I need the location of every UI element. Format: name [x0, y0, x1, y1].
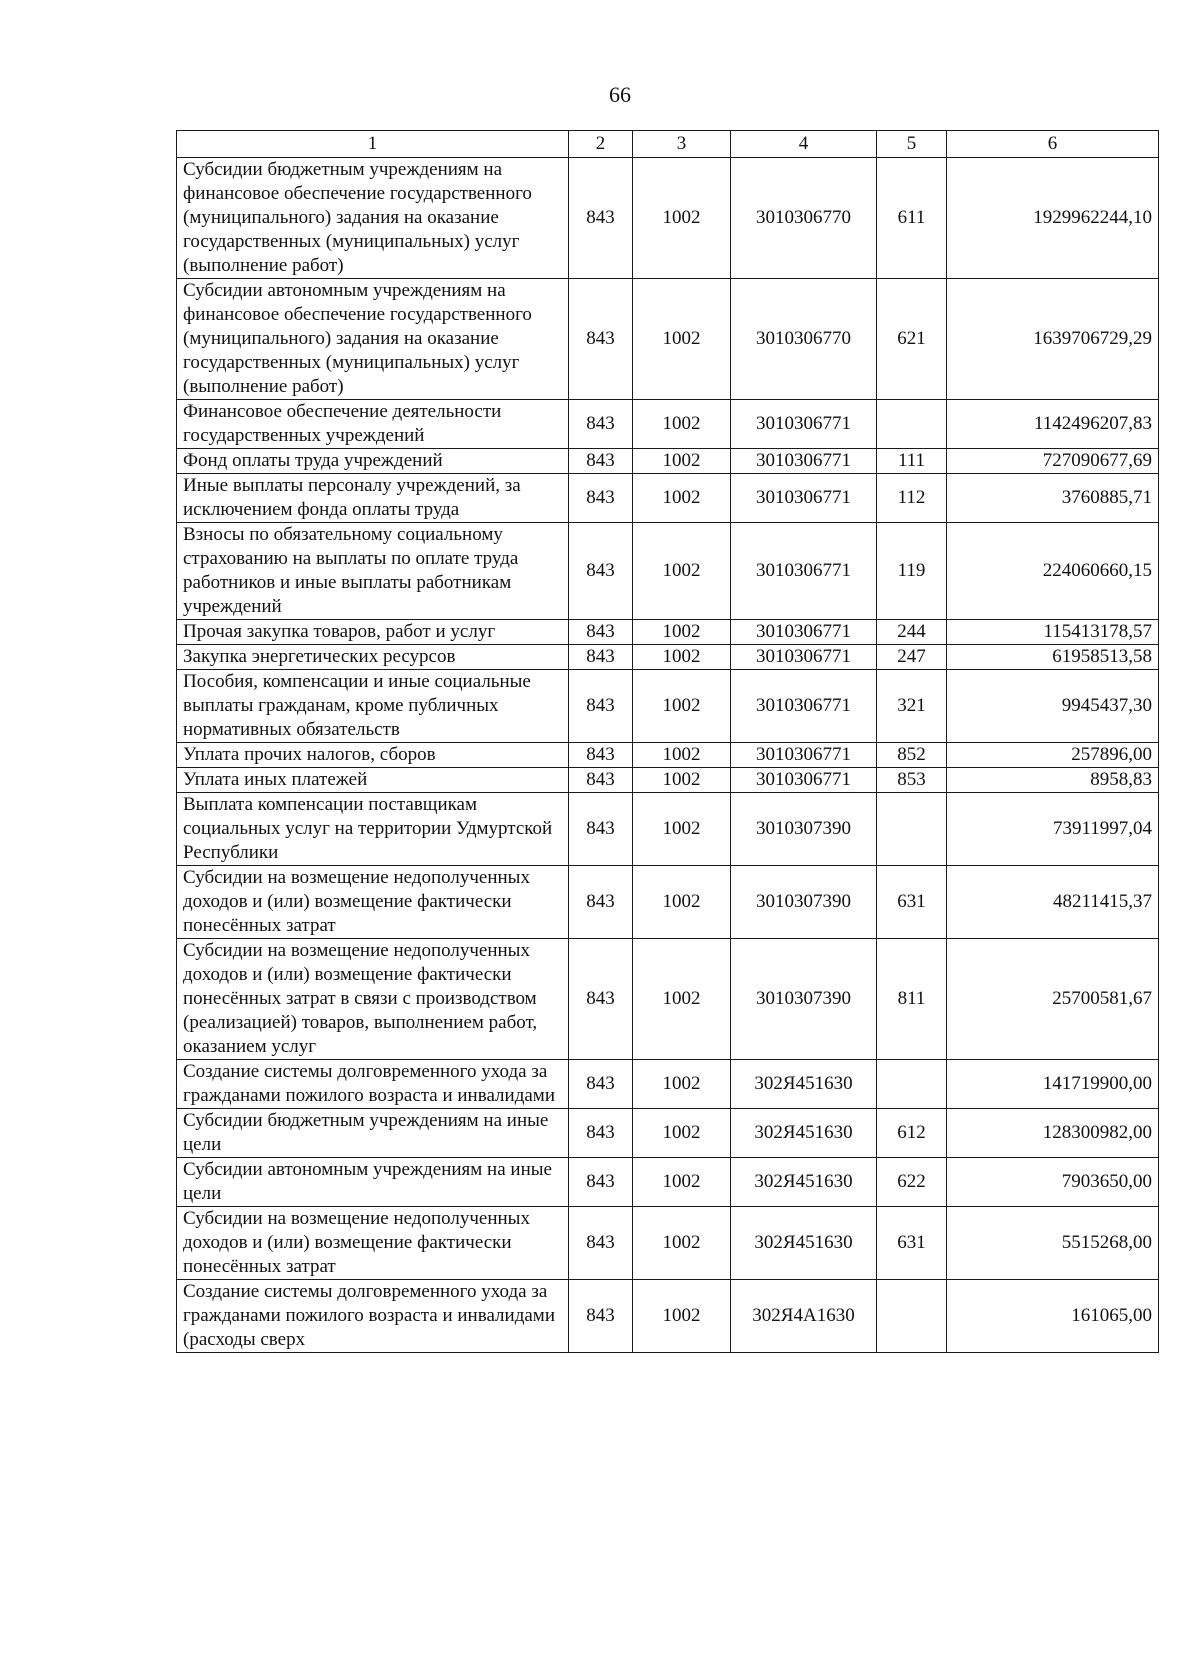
ministry-code-cell: 843: [569, 449, 633, 474]
ministry-code-cell: 843: [569, 793, 633, 866]
section-code-cell: 1002: [633, 620, 731, 645]
table-row: [177, 645, 1159, 670]
target-article-cell: 3010306771: [731, 620, 877, 645]
target-article-cell: 3010306771: [731, 474, 877, 523]
target-article-cell: 3010307390: [731, 793, 877, 866]
section-code-cell: 1002: [633, 1060, 731, 1109]
section-code-cell: 1002: [633, 474, 731, 523]
target-article-cell: 3010306771: [731, 523, 877, 620]
section-code-cell: 1002: [633, 866, 731, 939]
item-name-cell: Субсидии автономным учреждениям на иные цели: [177, 1158, 569, 1207]
ministry-code-cell: 843: [569, 1280, 633, 1353]
table-row: [177, 158, 1159, 279]
table-row: [177, 768, 1159, 793]
ministry-code-cell: 843: [569, 523, 633, 620]
target-article-cell: 302Я451630: [731, 1207, 877, 1280]
section-code-cell: 1002: [633, 670, 731, 743]
ministry-code-cell: 843: [569, 743, 633, 768]
amount-cell: 5515268,00: [947, 1207, 1159, 1280]
amount-cell: 115413178,57: [947, 620, 1159, 645]
item-name-cell: Иные выплаты персоналу учреждений, за исключением фонда оплаты труда: [177, 474, 569, 523]
item-name-cell: Субсидии бюджетным учреждениям на финансовое обеспечение государственного (муниципального) задания на оказание государственных (муниципальных) услуг (выполнение работ): [177, 158, 569, 279]
column-header: 2: [569, 131, 633, 158]
ministry-code-cell: 843: [569, 1109, 633, 1158]
table-row: [177, 400, 1159, 449]
page-number: 66: [609, 82, 631, 107]
target-article-cell: 3010307390: [731, 866, 877, 939]
amount-cell: 61958513,58: [947, 645, 1159, 670]
amount-cell: 257896,00: [947, 743, 1159, 768]
expense-type-cell: 119: [877, 523, 947, 620]
table-row: [177, 474, 1159, 523]
amount-cell: 141719900,00: [947, 1060, 1159, 1109]
table-row: [177, 620, 1159, 645]
ministry-code-cell: 843: [569, 620, 633, 645]
budget-table: [176, 130, 1159, 1353]
item-name-cell: Закупка энергетических ресурсов: [177, 645, 569, 670]
target-article-cell: 302Я451630: [731, 1158, 877, 1207]
amount-cell: 48211415,37: [947, 866, 1159, 939]
item-name-cell: Создание системы долговременного ухода за гражданами пожилого возраста и инвалидами (расходы сверх: [177, 1280, 569, 1353]
amount-cell: 73911997,04: [947, 793, 1159, 866]
ministry-code-cell: 843: [569, 670, 633, 743]
table-row: [177, 279, 1159, 400]
amount-cell: 3760885,71: [947, 474, 1159, 523]
target-article-cell: 3010306771: [731, 449, 877, 474]
target-article-cell: 302Я4А1630: [731, 1280, 877, 1353]
expense-type-cell: [877, 1280, 947, 1353]
item-name-cell: Уплата прочих налогов, сборов: [177, 743, 569, 768]
target-article-cell: 302Я451630: [731, 1109, 877, 1158]
table-body: [177, 158, 1159, 1353]
amount-cell: 1639706729,29: [947, 279, 1159, 400]
expense-type-cell: 244: [877, 620, 947, 645]
section-code-cell: 1002: [633, 743, 731, 768]
section-code-cell: 1002: [633, 768, 731, 793]
expense-type-cell: 852: [877, 743, 947, 768]
item-name-cell: Финансовое обеспечение деятельности государственных учреждений: [177, 400, 569, 449]
table-row: [177, 1280, 1159, 1353]
item-name-cell: Фонд оплаты труда учреждений: [177, 449, 569, 474]
expense-type-cell: 112: [877, 474, 947, 523]
ministry-code-cell: 843: [569, 768, 633, 793]
table-row: [177, 743, 1159, 768]
amount-cell: 727090677,69: [947, 449, 1159, 474]
table-row: [177, 670, 1159, 743]
item-name-cell: Субсидии автономным учреждениям на финансовое обеспечение государственного (муниципального) задания на оказание государственных (муниципальных) услуг (выполнение работ): [177, 279, 569, 400]
ministry-code-cell: 843: [569, 645, 633, 670]
expense-type-cell: 111: [877, 449, 947, 474]
ministry-code-cell: 843: [569, 279, 633, 400]
ministry-code-cell: 843: [569, 1207, 633, 1280]
item-name-cell: Выплата компенсации поставщикам социальных услуг на территории Удмуртской Республики: [177, 793, 569, 866]
target-article-cell: 3010306770: [731, 279, 877, 400]
item-name-cell: Субсидии на возмещение недополученных доходов и (или) возмещение фактически понесённых затрат в связи с производством (реализацией) товаров, выполнением работ, оказанием услуг: [177, 939, 569, 1060]
section-code-cell: 1002: [633, 279, 731, 400]
column-header: 5: [877, 131, 947, 158]
section-code-cell: 1002: [633, 793, 731, 866]
expense-type-cell: 612: [877, 1109, 947, 1158]
ministry-code-cell: 843: [569, 158, 633, 279]
amount-cell: 7903650,00: [947, 1158, 1159, 1207]
table-row: [177, 866, 1159, 939]
amount-cell: 9945437,30: [947, 670, 1159, 743]
table-row: [177, 523, 1159, 620]
column-header: 4: [731, 131, 877, 158]
table-row: [177, 1158, 1159, 1207]
amount-cell: 161065,00: [947, 1280, 1159, 1353]
table-header-row: [177, 131, 1159, 158]
expense-type-cell: 853: [877, 768, 947, 793]
ministry-code-cell: 843: [569, 1158, 633, 1207]
section-code-cell: 1002: [633, 449, 731, 474]
column-header: 3: [633, 131, 731, 158]
table-row: [177, 1060, 1159, 1109]
table-row: [177, 1109, 1159, 1158]
item-name-cell: Пособия, компенсации и иные социальные выплаты гражданам, кроме публичных нормативных обязательств: [177, 670, 569, 743]
table-row: [177, 449, 1159, 474]
item-name-cell: Субсидии на возмещение недополученных доходов и (или) возмещение фактически понесённых затрат: [177, 1207, 569, 1280]
target-article-cell: 3010306771: [731, 645, 877, 670]
item-name-cell: Создание системы долговременного ухода за гражданами пожилого возраста и инвалидами: [177, 1060, 569, 1109]
target-article-cell: 3010306771: [731, 400, 877, 449]
target-article-cell: 3010306771: [731, 743, 877, 768]
section-code-cell: 1002: [633, 158, 731, 279]
section-code-cell: 1002: [633, 1207, 731, 1280]
item-name-cell: Уплата иных платежей: [177, 768, 569, 793]
section-code-cell: 1002: [633, 939, 731, 1060]
expense-type-cell: 247: [877, 645, 947, 670]
ministry-code-cell: 843: [569, 866, 633, 939]
target-article-cell: 3010306770: [731, 158, 877, 279]
table-row: [177, 939, 1159, 1060]
expense-type-cell: 611: [877, 158, 947, 279]
amount-cell: 224060660,15: [947, 523, 1159, 620]
amount-cell: 1142496207,83: [947, 400, 1159, 449]
expense-type-cell: 631: [877, 1207, 947, 1280]
section-code-cell: 1002: [633, 523, 731, 620]
target-article-cell: 302Я451630: [731, 1060, 877, 1109]
expense-type-cell: [877, 793, 947, 866]
table-row: [177, 1207, 1159, 1280]
ministry-code-cell: 843: [569, 939, 633, 1060]
section-code-cell: 1002: [633, 1109, 731, 1158]
amount-cell: 128300982,00: [947, 1109, 1159, 1158]
expense-type-cell: 321: [877, 670, 947, 743]
amount-cell: 25700581,67: [947, 939, 1159, 1060]
expense-type-cell: [877, 1060, 947, 1109]
ministry-code-cell: 843: [569, 1060, 633, 1109]
ministry-code-cell: 843: [569, 474, 633, 523]
item-name-cell: Субсидии на возмещение недополученных доходов и (или) возмещение фактически понесённых затрат: [177, 866, 569, 939]
section-code-cell: 1002: [633, 1158, 731, 1207]
target-article-cell: 3010307390: [731, 939, 877, 1060]
item-name-cell: Взносы по обязательному социальному страхованию на выплаты по оплате труда работников и иные выплаты работникам учреждений: [177, 523, 569, 620]
ministry-code-cell: 843: [569, 400, 633, 449]
expense-type-cell: [877, 400, 947, 449]
section-code-cell: 1002: [633, 1280, 731, 1353]
expense-type-cell: 811: [877, 939, 947, 1060]
target-article-cell: 3010306771: [731, 768, 877, 793]
column-header: 1: [177, 131, 569, 158]
amount-cell: 8958,83: [947, 768, 1159, 793]
expense-type-cell: 622: [877, 1158, 947, 1207]
amount-cell: 1929962244,10: [947, 158, 1159, 279]
section-code-cell: 1002: [633, 645, 731, 670]
column-header: 6: [947, 131, 1159, 158]
section-code-cell: 1002: [633, 400, 731, 449]
expense-type-cell: 631: [877, 866, 947, 939]
item-name-cell: Субсидии бюджетным учреждениям на иные цели: [177, 1109, 569, 1158]
target-article-cell: 3010306771: [731, 670, 877, 743]
table-row: [177, 793, 1159, 866]
item-name-cell: Прочая закупка товаров, работ и услуг: [177, 620, 569, 645]
expense-type-cell: 621: [877, 279, 947, 400]
